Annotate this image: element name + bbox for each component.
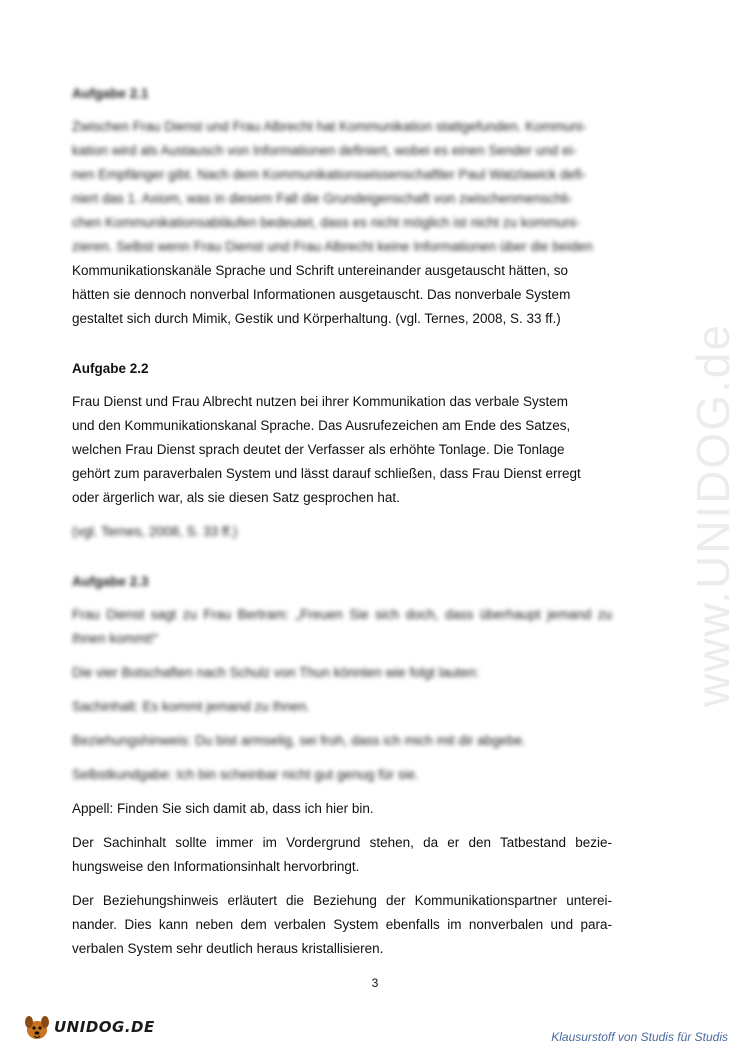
blurred-text-line: kation wird als Austausch von Informationen definiert, wobei es einen Sender und ei- [72, 143, 578, 158]
page-number: 3 [371, 976, 379, 990]
blurred-paragraph: Sachinhalt: Es kommt jemand zu Ihnen. [72, 699, 310, 714]
paragraph [72, 115, 612, 331]
logo-text: UNIDOG.DE [54, 1018, 155, 1036]
text-line: Frau Dienst und Frau Albrecht nutzen bei ihrer Kommunikation das verbale System [72, 394, 568, 409]
watermark [628, 280, 750, 750]
dog-icon [22, 1012, 52, 1042]
watermark-text: www.UNIDOG.de [687, 323, 740, 707]
blurred-paragraph: Die vier Botschaften nach Schulz von Thun könnten wie folgt lauten: [72, 665, 480, 680]
text-line: Kommunikationskanäle Sprache und Schrift untereinander ausgetauscht hätten, so [72, 263, 569, 278]
section-aufgabe-2-3 [72, 574, 612, 961]
blurred-text-line: nen Empfänger gibt. Nach dem Kommunikationswissenschaftler Paul Watzlawick defi- [72, 167, 587, 182]
text-line: und den Kommunikationskanal Sprache. Das Ausrufezeichen am Ende des Satzes, [72, 418, 571, 433]
section-heading: Aufgabe 2.3 [72, 574, 149, 589]
section-heading: Aufgabe 2.2 [72, 361, 149, 376]
text-line: welchen Frau Dienst sprach deutet der Verfasser als erhöhte Tonlage. Die Tonlage [72, 442, 565, 457]
unidog-logo [22, 1012, 155, 1042]
text-line: hätten sie dennoch nonverbal Informationen ausgetauscht. Das nonverbale System [72, 287, 571, 302]
paragraph [72, 390, 612, 510]
blurred-citation: (vgl. Ternes, 2008, S. 33 ff.) [72, 524, 238, 539]
text-line: gestaltet sich durch Mimik, Gestik und Körperhaltung. (vgl. Ternes, 2008, S. 33 ff.) [72, 311, 561, 326]
blurred-text-line: chen Kommunikationsabläufen bedeutet, dass es nicht möglich ist nicht zu kommuni- [72, 215, 581, 230]
blurred-paragraph: Frau Dienst sagt zu Frau Bertram: „Freuen Sie sich doch, dass überhaupt jemand zu Ihnen kommt!“ [72, 607, 612, 646]
blurred-text-line: niert das 1. Axiom, was in diesem Fall die Grundeigenschaft von zwischenmenschli- [72, 191, 573, 206]
section-aufgabe-2-2 [72, 361, 612, 544]
blurred-text-line: Zwischen Frau Dienst und Frau Albrecht hat Kommunikation stattgefunden. Kommuni- [72, 119, 587, 134]
text-line: gehört zum paraverbalen System und lässt darauf schließen, dass Frau Dienst erregt [72, 466, 581, 481]
blurred-text-line: zieren. Selbst wenn Frau Dienst und Frau Albrecht keine Informationen über die beiden [72, 239, 593, 254]
section-heading: Aufgabe 2.1 [72, 86, 149, 101]
blurred-paragraph: Beziehungshinweis: Du bist armselig, sei froh, dass ich mich mit dir abgebe. [72, 733, 526, 748]
paragraph: Der Sachinhalt sollte immer im Vordergrund stehen, da er den Tatbestand bezie-hungsweise den Informationsinhalt hervorbringt. [72, 835, 612, 874]
document-body [72, 86, 612, 991]
paragraph: Der Beziehungshinweis erläutert die Beziehung der Kommunikationspartner unterei-nander. Dies kann neben dem verbalen System ebenfalls im nonverbalen und para-verbalen System sehr deutlich heraus kristallisieren. [72, 893, 612, 956]
blurred-paragraph: Selbstkundgabe: Ich bin scheinbar nicht gut genug für sie. [72, 767, 419, 782]
footer-slogan: Klausurstoff von Studis für Studis [551, 1030, 728, 1044]
section-aufgabe-2-1 [72, 86, 612, 331]
paragraph: Appell: Finden Sie sich damit ab, dass ich hier bin. [72, 801, 374, 816]
text-line: oder ärgerlich war, als sie diesen Satz gesprochen hat. [72, 490, 400, 505]
